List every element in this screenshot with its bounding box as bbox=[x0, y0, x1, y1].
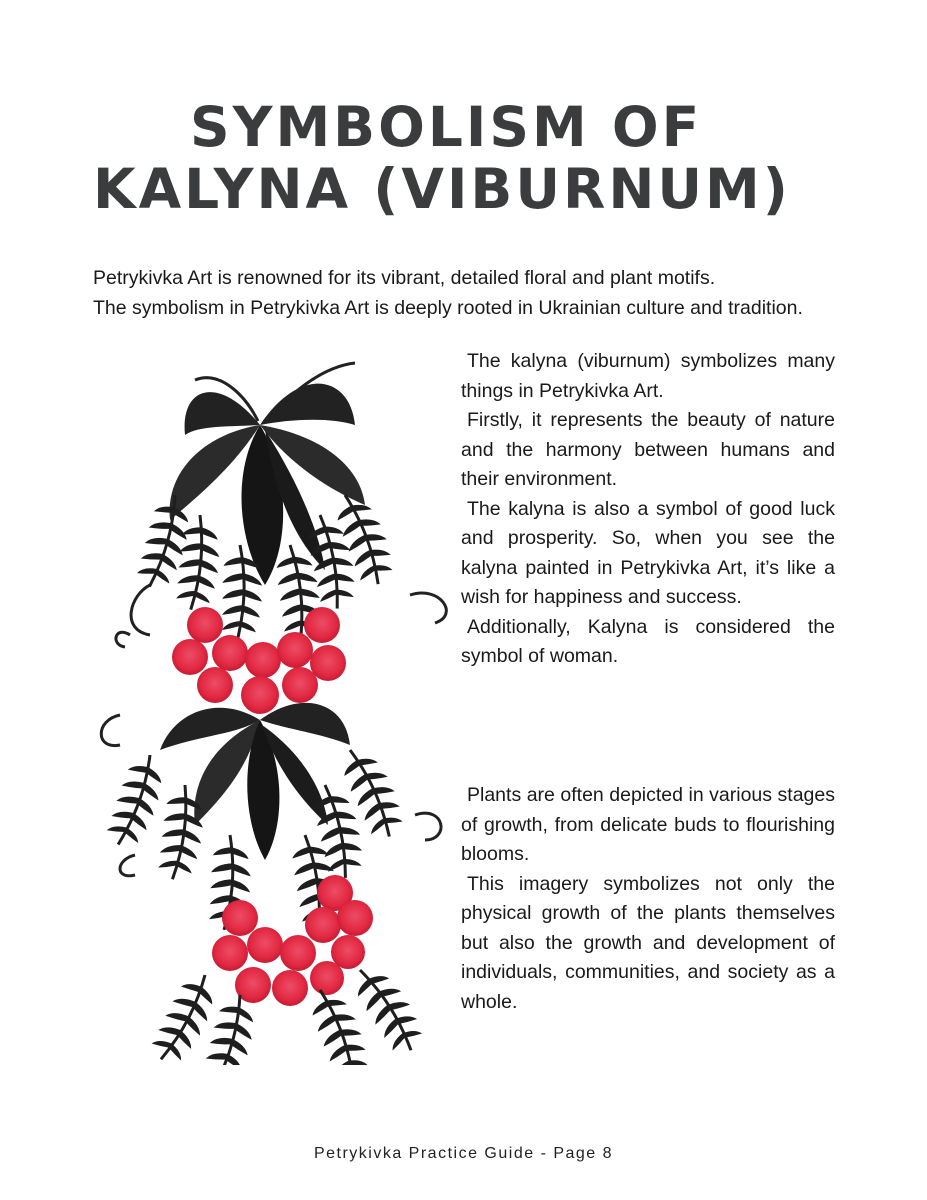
kalyna-illustration bbox=[90, 355, 460, 1065]
body-paragraph: Additionally, Kalyna is considered the symbol of woman. bbox=[461, 615, 835, 667]
upper-berry-cluster bbox=[172, 607, 346, 714]
growth-symbolism-text bbox=[461, 781, 835, 1017]
body-paragraph: The kalyna (viburnum) symbolizes many things in Petrykivka Art. bbox=[461, 350, 835, 402]
body-paragraph: This imagery symbolizes not only the physical growth of the plants themselves but also the growth and development of individuals, communities, and society as a whole. bbox=[461, 872, 835, 1013]
kalyna-symbolism-text bbox=[461, 347, 835, 672]
page-title bbox=[0, 96, 927, 220]
intro-paragraph: The symbolism in Petrykivka Art is deeply rooted in Ukrainian culture and tradition. bbox=[93, 296, 803, 319]
body-paragraph: Plants are often depicted in various stages of growth, from delicate buds to flourishing blooms. bbox=[461, 784, 835, 865]
body-paragraph: The kalyna is also a symbol of good luck and prosperity. So, when you see the kalyna painted in Petrykivka Art, it’s like a wish for happiness and success. bbox=[461, 497, 835, 608]
lower-berry-cluster bbox=[212, 875, 373, 1006]
upper-leaf-cluster bbox=[170, 363, 365, 585]
intro-paragraph: Petrykivka Art is renowned for its vibrant, detailed floral and plant motifs. bbox=[93, 267, 716, 289]
intro-text bbox=[93, 264, 835, 323]
body-paragraph: Firstly, it represents the beauty of nature and the harmony between humans and their environment. bbox=[461, 409, 835, 490]
page-footer: Petrykivka Practice Guide - Page 8 bbox=[313, 1145, 614, 1162]
page-title-line-2: KALYNA (VIBURNUM) bbox=[93, 157, 791, 221]
page-title-line-1: SYMBOLISM OF bbox=[190, 95, 703, 159]
